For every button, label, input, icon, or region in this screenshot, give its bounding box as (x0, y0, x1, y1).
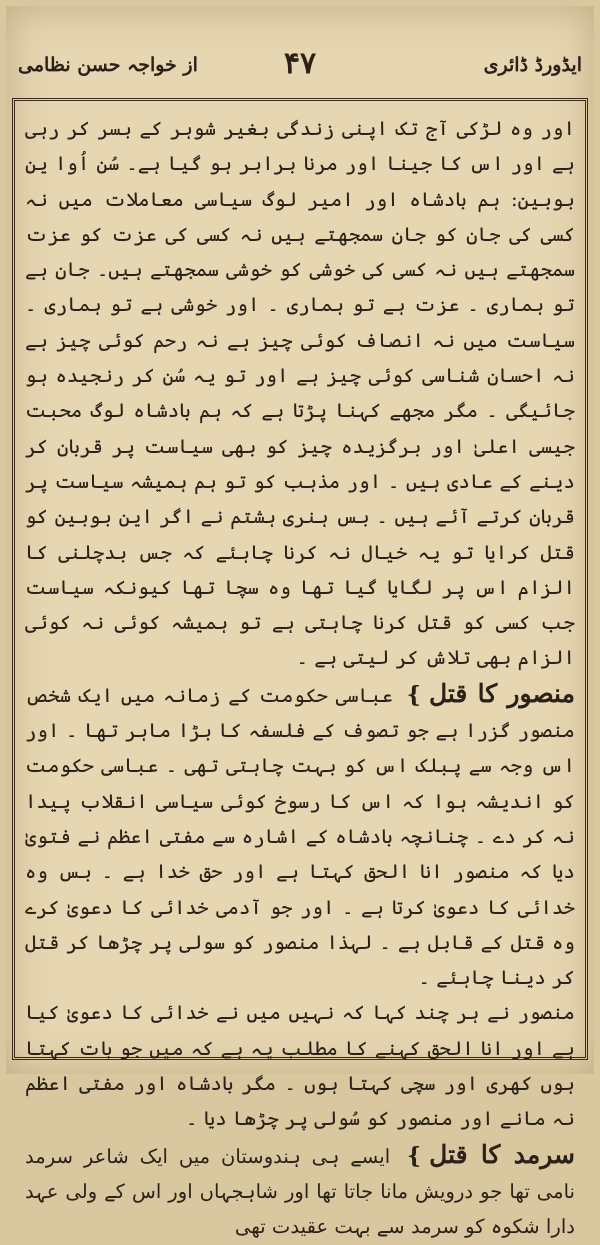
paragraph-sarmad-text: ایسے ہی ہندوستان میں ایک شاعر سرمد نامی تھا جو درویش مانا جاتا تھا اور شاہجہاں اور اس کے ولی عہد دارا شکوہ کو سرمد سے بہت عقیدت تھی (25, 1144, 575, 1239)
paragraph-3 (25, 995, 575, 1136)
paragraph-mansoor (25, 676, 575, 996)
brace-mark: } (407, 1142, 422, 1169)
author-name: از خواجہ حسن نظامی (18, 54, 198, 76)
brace-mark: } (406, 681, 421, 708)
text-frame (12, 98, 588, 1239)
page-header (18, 44, 582, 92)
book-title: ایڈورڈ ڈائری (483, 54, 582, 76)
paragraph-3-text: منصور نے ہر چند کہا کہ نہیں میں نے خدائی کا دعویٰ کیا ہے اور انا الحق کہنے کا مطلب یہ ہے کہ میں جو بات کہتا ہوں کھری اور سچی کہتا ہوں ۔ مگر بادشاہ اور مفتی اعظم نہ مانے اور منصور کو سُولی پر چڑھا دیا ۔ (25, 1001, 575, 1131)
section-heading-mansoor: منصور کا قتل (428, 678, 575, 708)
paragraph-1 (25, 111, 575, 676)
section-heading-sarmad: سرمد کا قتل (429, 1139, 575, 1169)
paragraph-sarmad (25, 1137, 575, 1245)
paragraph-mansoor-text: عباسی حکومت کے زمانہ میں ایک شخص منصور گزرا ہے جو تصوف کے فلسفہ کا بڑا ماہر تھا ۔ اور اس وجہ سے پبلک اس کو بہت چاہتی تھی ۔ عباسی حکومت کو اندیشہ ہوا کہ اس کا رسوخ کوئی سیاسی انقلاب پیدا نہ کر دے ۔ چنانچہ بادشاہ کے اشارہ سے مفتی اعظم نے فتویٰ دیا کہ منصور انا الحق کہتا ہے اور حق خدا ہے ۔ بس وہ خدائی کا دعویٰ کرتا ہے ۔ اور جو آدمی خدائی کا دعویٰ کرے وہ قتل کے قابل ہے ۔ لہذا منصور کو سولی پر چڑھا کر قتل کر دینا چاہئے ۔ (25, 683, 575, 990)
page-number: ۴۷ (283, 46, 317, 81)
paragraph-1-text: اور وہ لڑکی آج تک اپنی زندگی بغیر شوہر کے بسر کر رہی ہے اور اس کا جینا اور مرنا برابر ہو گیا ہے۔ سُن اُوا ین بوبین: ہم بادشاہ اور امیر لوگ سیاسی معاملات میں نہ کسی کی جان کو جان سمجھتے ہیں نہ کسی کی عزت کو عزت سمجھتے ہیں نہ کسی کی خوشی کو خوشی سمجھتے ہیں۔ جان ہے تو ہماری ۔ عزت ہے تو ہماری ۔ اور خوشی ہے تو ہماری ۔ سیاست میں نہ انصاف کوئی چیز ہے نہ رحم کوئی چیز ہے نہ احسان شناسی کوئی چیز ہے اور تو یہ سُن کر رنجیدہ ہو جائیگی ۔ مگر مجھے کہنا پڑتا ہے کہ ہم بادشاہ لوگ محبت جیسی اعلیٰ اور برگزیدہ چیز کو بھی سیاست پر قربان کر دینے کے عادی ہیں ۔ اور مذہب کو تو ہم ہمیشہ سیاست پر قربان کرتے آئے ہیں ۔ بس ہنری ہشتم نے اگر این بوبین کو قتل کرایا تو یہ خیال نہ کرنا چاہئے کہ جس بدچلنی کا الزام اس پر لگایا گیا تھا وہ سچا تھا کیونکہ سیاست جب کسی کو قتل کرنا چاہتی ہے تو ہمیشہ کوئی نہ کوئی الزام بھی تلاش کر لیتی ہے ۔ (25, 117, 575, 670)
book-page (6, 6, 594, 1239)
